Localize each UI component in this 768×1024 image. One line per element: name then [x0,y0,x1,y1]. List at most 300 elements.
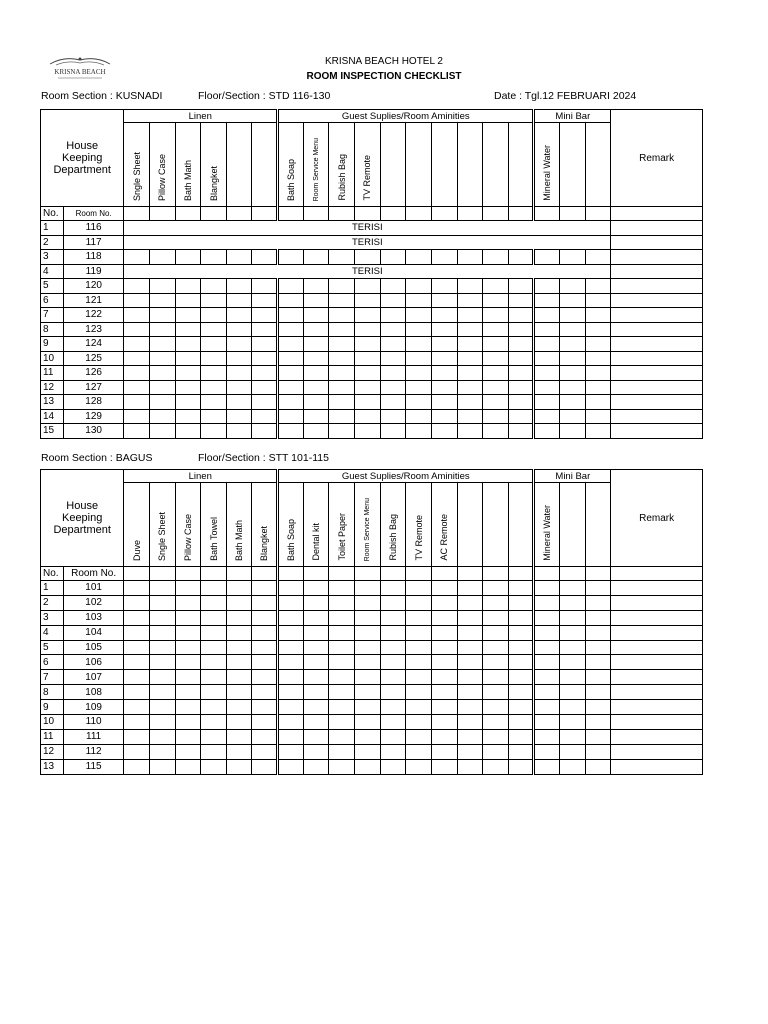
check-cell [431,610,457,625]
check-cell [303,395,329,410]
check-cell [380,581,406,596]
check-cell [508,351,534,366]
item-header [431,483,457,567]
room-number: 117 [63,235,123,250]
table-row [41,581,703,596]
item-label: Bath Soap [285,518,296,561]
check-cell [380,595,406,610]
check-cell [585,744,611,759]
check-cell [431,395,457,410]
check-cell [406,670,432,685]
department-label: House [66,140,99,152]
check-cell [149,322,175,337]
item-header [431,123,457,207]
check-cell [560,337,586,352]
item-header [252,483,278,567]
check-cell [534,424,560,439]
check-cell [355,744,381,759]
check-cell [226,279,252,294]
check-cell [585,250,611,265]
check-cell [585,322,611,337]
table-row [41,235,703,250]
check-cell [226,595,252,610]
item-header [201,123,227,207]
check-cell [380,424,406,439]
check-cell [278,351,304,366]
check-cell [149,380,175,395]
check-cell [252,567,278,581]
row-number: 4 [41,264,64,279]
check-cell [483,685,509,700]
check-cell [329,567,355,581]
check-cell [355,293,381,308]
check-cell [508,279,534,294]
check-cell [355,322,381,337]
item-label: Dental kit [311,523,322,561]
check-cell [124,207,150,221]
item-header [380,483,406,567]
check-cell [560,610,586,625]
item-header [201,483,227,567]
check-cell [483,729,509,744]
row-number: 12 [41,380,64,395]
col-no-label: No. [41,567,64,581]
check-cell [149,595,175,610]
check-cell [329,395,355,410]
check-cell [457,250,483,265]
remark-cell [611,235,703,250]
table-row [41,366,703,381]
check-cell [457,685,483,700]
item-header [355,483,381,567]
row-number: 6 [41,293,64,308]
check-cell [585,610,611,625]
check-cell [124,640,150,655]
room-number: 110 [63,715,123,730]
check-cell [201,366,227,381]
check-cell [431,744,457,759]
check-cell [508,380,534,395]
check-cell [560,670,586,685]
item-header [406,123,432,207]
check-cell [560,744,586,759]
check-cell [252,685,278,700]
check-cell [431,308,457,323]
check-cell [508,424,534,439]
check-cell [483,655,509,670]
item-header [149,483,175,567]
room-number: 101 [63,581,123,596]
check-cell [585,759,611,774]
check-cell [278,729,304,744]
check-cell [534,380,560,395]
check-cell [560,640,586,655]
check-cell [124,670,150,685]
check-cell [380,715,406,730]
check-cell [303,700,329,715]
check-cell [585,395,611,410]
remark-header: Remark [611,110,703,207]
check-cell [278,744,304,759]
check-cell [406,308,432,323]
check-cell [252,581,278,596]
check-cell [149,279,175,294]
check-cell [201,409,227,424]
check-cell [406,744,432,759]
check-cell [329,351,355,366]
check-cell [534,655,560,670]
check-cell [201,395,227,410]
table-row [41,409,703,424]
check-cell [201,293,227,308]
check-cell [585,655,611,670]
check-cell [483,250,509,265]
row-number: 4 [41,625,64,640]
check-cell [226,610,252,625]
check-cell [406,610,432,625]
check-cell [149,567,175,581]
check-cell [303,337,329,352]
department-label: Department [53,164,111,176]
remark-cell [611,715,703,730]
check-cell [483,380,509,395]
check-cell [278,700,304,715]
department-header [41,110,124,207]
check-cell [278,279,304,294]
check-cell [303,655,329,670]
table-row [41,380,703,395]
check-cell [585,279,611,294]
check-cell [226,395,252,410]
check-cell [534,409,560,424]
check-cell [201,351,227,366]
department-label: Keeping [61,512,103,524]
check-cell [175,670,201,685]
remark-cell [611,308,703,323]
item-header [124,483,150,567]
check-cell [508,293,534,308]
check-cell [355,670,381,685]
room-number: 124 [63,337,123,352]
check-cell [149,293,175,308]
item-label: TV Remote [362,155,373,201]
check-cell [278,759,304,774]
check-cell [431,250,457,265]
row-number: 14 [41,409,64,424]
check-cell [431,595,457,610]
check-cell [201,700,227,715]
check-cell [560,207,586,221]
item-label: Rubish Bag [336,154,347,201]
check-cell [431,207,457,221]
check-cell [149,670,175,685]
check-cell [149,581,175,596]
check-cell [252,610,278,625]
check-cell [380,322,406,337]
check-cell [124,595,150,610]
check-cell [380,759,406,774]
check-cell [124,610,150,625]
remark-cell [611,409,703,424]
check-cell [252,207,278,221]
check-cell [278,581,304,596]
check-cell [226,715,252,730]
check-cell [355,424,381,439]
check-cell [303,409,329,424]
check-cell [380,250,406,265]
item-header [560,123,586,207]
check-cell [252,715,278,730]
check-cell [149,308,175,323]
check-cell [329,700,355,715]
room-number: 111 [63,729,123,744]
check-cell [508,655,534,670]
group-guest-supplies: Guest Suplies/Room Aminities [278,470,534,483]
check-cell [457,395,483,410]
check-cell [303,322,329,337]
check-cell [534,625,560,640]
check-cell [457,337,483,352]
row-number: 1 [41,581,64,596]
check-cell [355,581,381,596]
check-cell [431,322,457,337]
row-number: 9 [41,337,64,352]
check-cell [303,250,329,265]
check-cell [124,380,150,395]
check-cell [329,322,355,337]
check-cell [483,308,509,323]
check-cell [585,729,611,744]
check-cell [355,207,381,221]
item-header [483,123,509,207]
check-cell [508,759,534,774]
item-label: Sngle Sheet [131,151,142,201]
department-label: House [66,500,99,512]
check-cell [124,395,150,410]
item-header [252,123,278,207]
remark-cell [611,207,703,221]
check-cell [534,395,560,410]
check-cell [406,337,432,352]
check-cell [226,655,252,670]
remark-cell [611,293,703,308]
row-number: 8 [41,685,64,700]
check-cell [457,279,483,294]
check-cell [483,700,509,715]
item-header [329,123,355,207]
check-cell [278,366,304,381]
check-cell [585,351,611,366]
room-number: 107 [63,670,123,685]
check-cell [201,655,227,670]
check-cell [508,337,534,352]
check-cell [149,715,175,730]
check-cell [149,700,175,715]
check-cell [534,322,560,337]
check-cell [201,581,227,596]
check-cell [329,409,355,424]
check-cell [201,610,227,625]
checklist-table-kusnadi [40,109,703,439]
room-section-2: Room Section : BAGUS [41,452,153,464]
check-cell [201,715,227,730]
check-cell [124,337,150,352]
check-cell [226,625,252,640]
item-label: Bath Towel [208,517,219,561]
check-cell [175,759,201,774]
check-cell [278,409,304,424]
check-cell [380,685,406,700]
row-number: 8 [41,322,64,337]
check-cell [406,395,432,410]
check-cell [355,729,381,744]
check-cell [355,308,381,323]
check-cell [252,700,278,715]
check-cell [149,250,175,265]
check-cell [175,625,201,640]
check-cell [457,380,483,395]
check-cell [252,250,278,265]
check-cell [303,729,329,744]
check-cell [508,567,534,581]
check-cell [303,744,329,759]
row-number: 12 [41,744,64,759]
check-cell [303,715,329,730]
check-cell [483,567,509,581]
check-cell [252,409,278,424]
room-number: 123 [63,322,123,337]
item-header [226,123,252,207]
check-cell [124,366,150,381]
remark-cell [611,685,703,700]
check-cell [534,279,560,294]
check-cell [329,279,355,294]
check-cell [534,351,560,366]
check-cell [329,293,355,308]
check-cell [355,700,381,715]
check-cell [431,424,457,439]
check-cell [406,715,432,730]
group-header-row [41,110,703,123]
check-cell [406,567,432,581]
check-cell [508,322,534,337]
check-cell [406,279,432,294]
check-cell [278,293,304,308]
check-cell [380,670,406,685]
check-cell [303,625,329,640]
check-cell [457,700,483,715]
check-cell [201,337,227,352]
check-cell [380,207,406,221]
check-cell [124,729,150,744]
check-cell [329,640,355,655]
check-cell [278,250,304,265]
check-cell [483,744,509,759]
item-label: AC Remote [439,514,450,561]
check-cell [534,366,560,381]
column-label-row [41,567,703,581]
check-cell [303,581,329,596]
check-cell [483,366,509,381]
check-cell [201,207,227,221]
check-cell [175,640,201,655]
check-cell [534,207,560,221]
check-cell [406,685,432,700]
check-cell [483,337,509,352]
check-cell [175,567,201,581]
remark-cell [611,250,703,265]
check-cell [380,351,406,366]
check-cell [431,409,457,424]
remark-cell [611,655,703,670]
check-cell [534,581,560,596]
check-cell [124,567,150,581]
check-cell [380,729,406,744]
check-cell [201,424,227,439]
group-mini-bar: Mini Bar [534,470,611,483]
room-number: 104 [63,625,123,640]
check-cell [457,670,483,685]
check-cell [278,670,304,685]
check-cell [278,424,304,439]
check-cell [508,595,534,610]
check-cell [585,715,611,730]
check-cell [252,322,278,337]
room-number: 109 [63,700,123,715]
check-cell [355,759,381,774]
check-cell [329,380,355,395]
check-cell [457,729,483,744]
item-label: Bath Math [234,519,245,561]
room-number: 128 [63,395,123,410]
check-cell [149,640,175,655]
check-cell [380,655,406,670]
check-cell [508,581,534,596]
check-cell [560,567,586,581]
check-cell [226,685,252,700]
remark-cell [611,337,703,352]
check-cell [534,610,560,625]
check-cell [175,581,201,596]
check-cell [329,610,355,625]
check-cell [355,337,381,352]
check-cell [201,670,227,685]
check-cell [355,625,381,640]
check-cell [585,685,611,700]
check-cell [278,395,304,410]
item-header [329,483,355,567]
table-row [41,250,703,265]
check-cell [508,744,534,759]
room-section-1: Room Section : KUSNADI [41,90,163,102]
check-cell [226,759,252,774]
check-cell [149,366,175,381]
check-cell [329,595,355,610]
check-cell [508,715,534,730]
table-row [41,595,703,610]
hotel-name: KRISNA BEACH HOTEL 2 [325,56,443,67]
check-cell [124,655,150,670]
check-cell [201,567,227,581]
check-cell [534,640,560,655]
table-row [41,700,703,715]
check-cell [534,759,560,774]
item-header [457,483,483,567]
check-cell [380,700,406,715]
room-number: 115 [63,759,123,774]
check-cell [431,351,457,366]
check-cell [534,293,560,308]
